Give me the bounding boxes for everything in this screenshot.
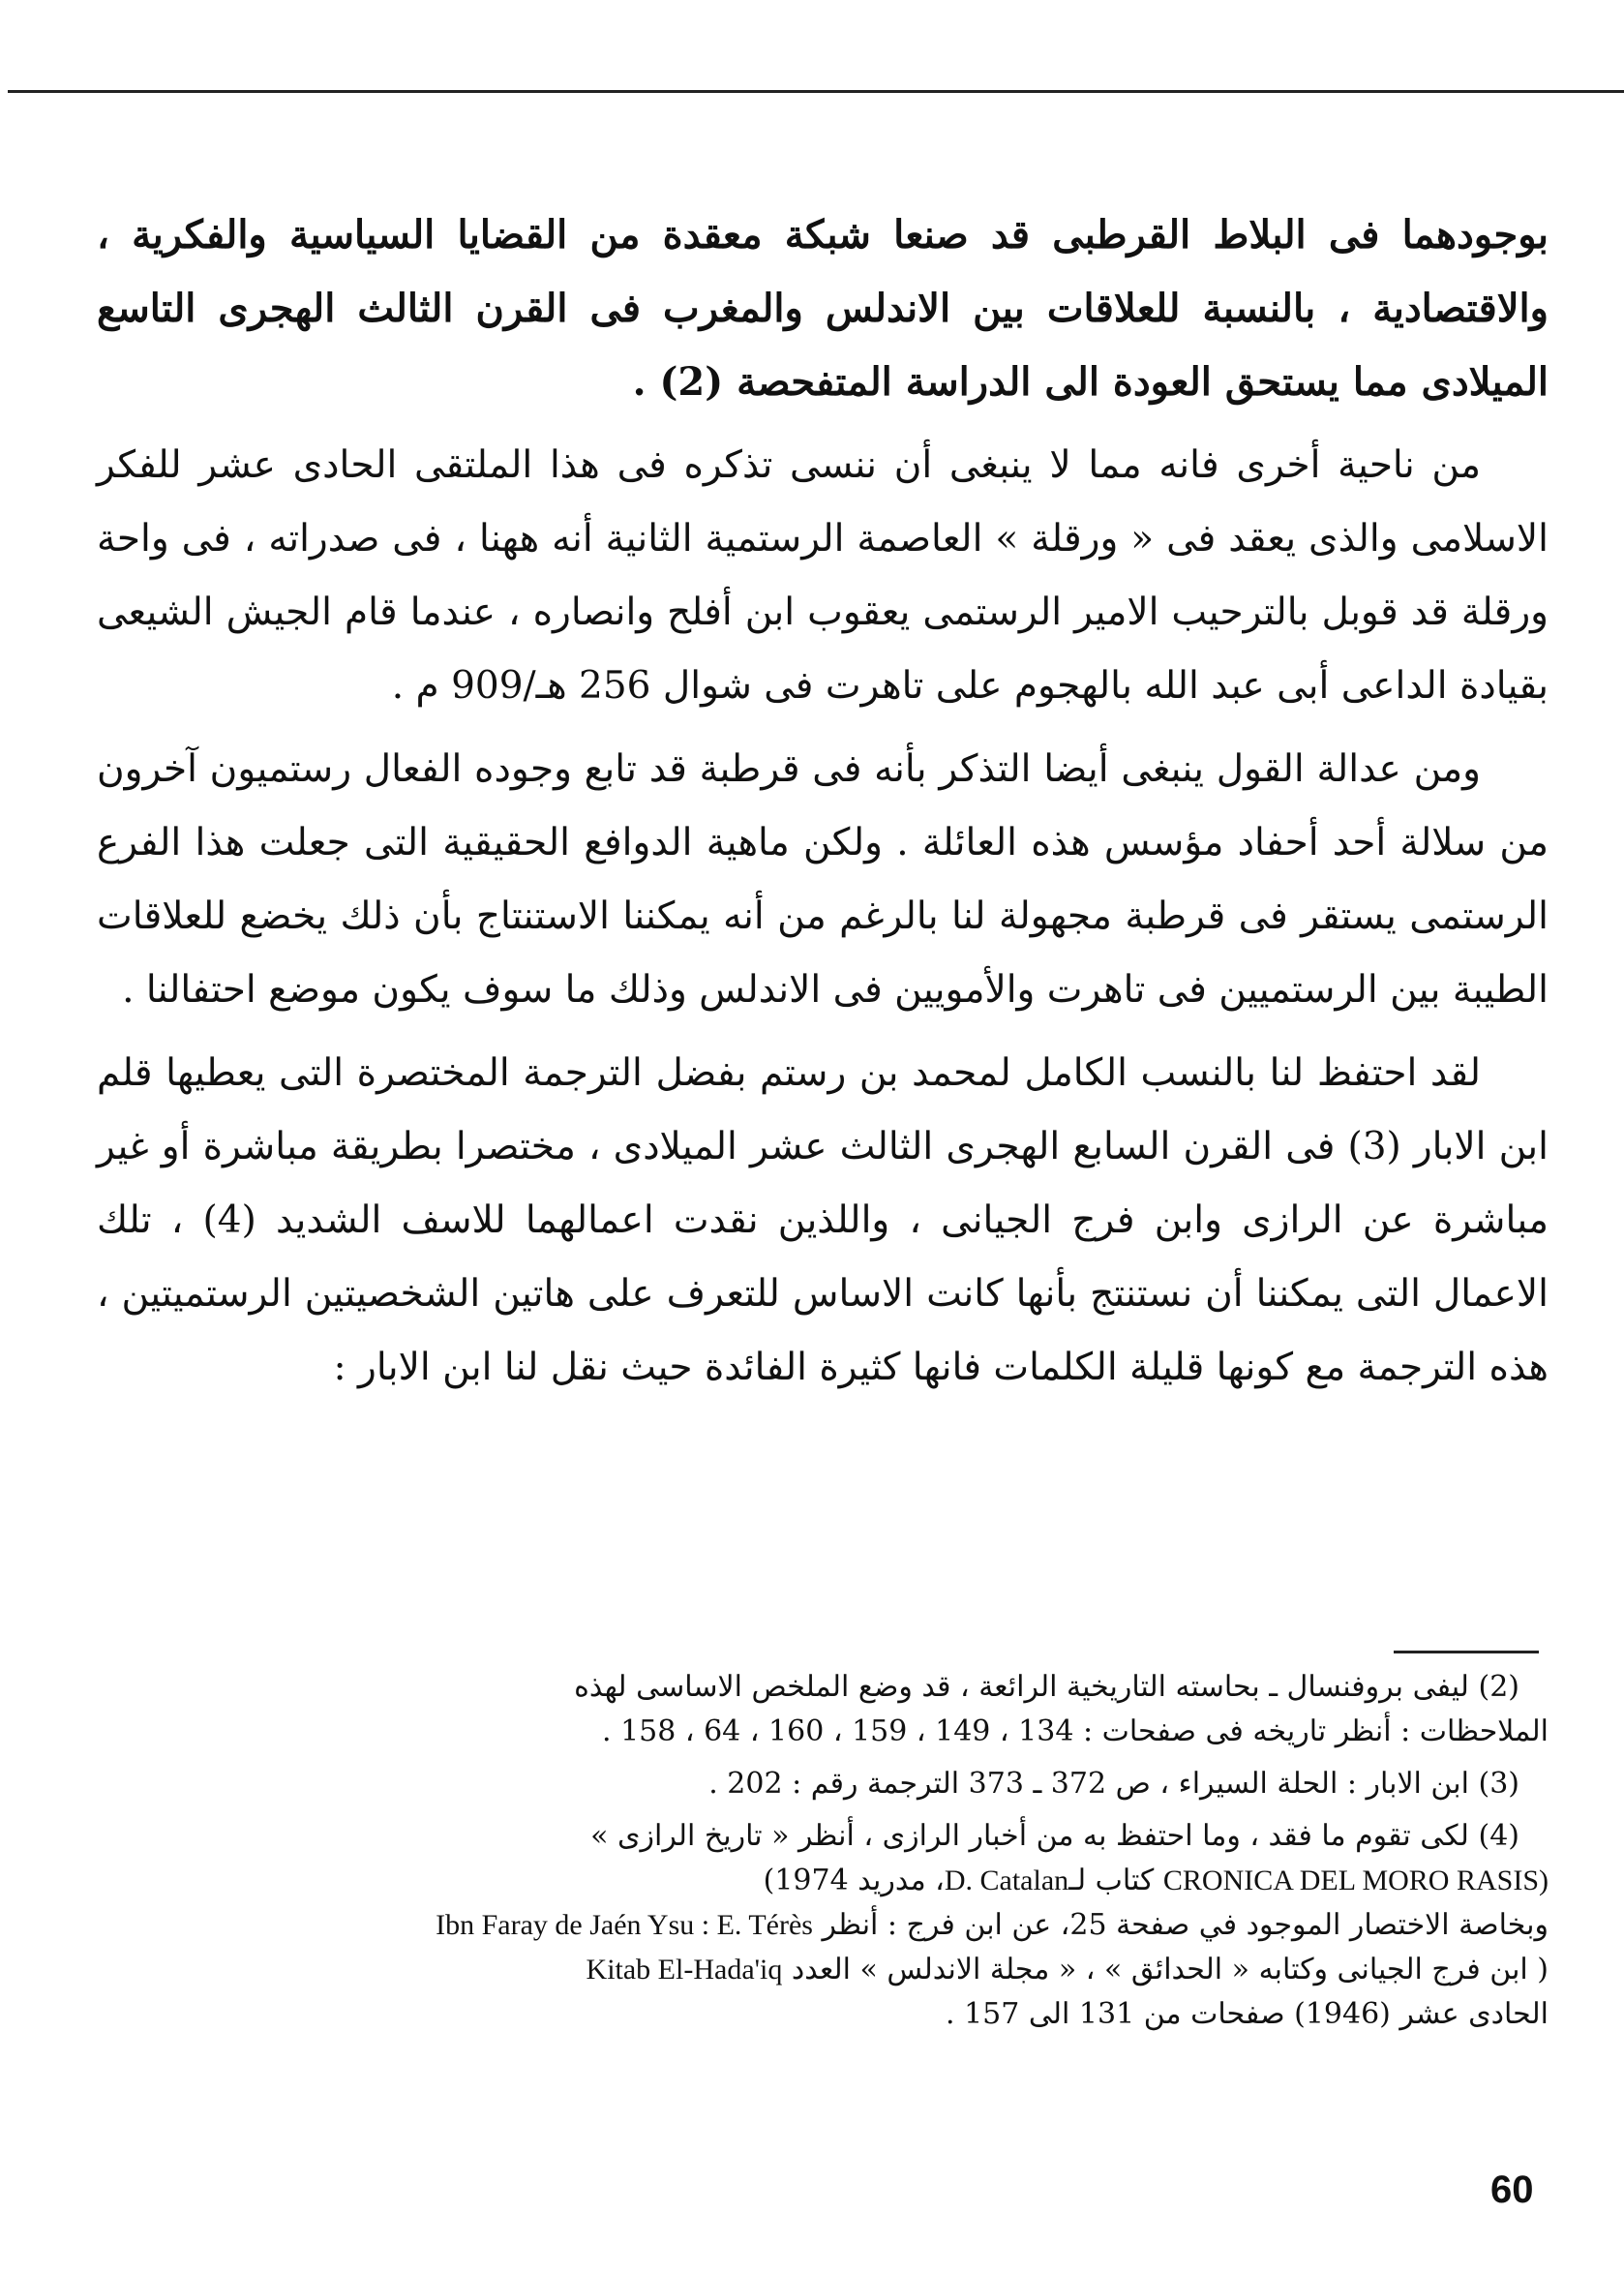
footnote-4-line-4 <box>97 1948 1549 1992</box>
footnote-4-line-1: (4) لكى تقوم ما فقد ، وما احتفظ به من أخبار الرازى ، أنظر « تاريخ الرازى » <box>590 1819 1519 1853</box>
footnote-2-line-2: الملاحظات : أنظر تاريخه فى صفحات : 134 ، 149 ، 159 ، 160 ، 64 ، 158 . <box>601 1714 1549 1748</box>
footnote-4-line-4-latin: Kitab El-Hada'iq <box>586 1954 783 1986</box>
footnote-4-line-3 <box>97 1903 1549 1948</box>
footnote-2-line-1: (2) ليفى بروفنسال ـ بحاسته التاريخية الرائعة ، قد وضع الملخص الاساسى لهذه <box>574 1670 1519 1704</box>
paragraph-4: لقد احتفظ لنا بالنسب الكامل لمحمد بن رستم بفضل الترجمة المختصرة التى يعطيها قلم ابن الابار (3) فى القرن السابع الهجرى الثالث عشر الميلادى ، مختصرا بطريقة مباشرة أو غير مباشرة عن الرازى وابن فرج الجيانى ، واللذين نقدت اعمالهما للاسف الشديد (4) ، تلك الاعمال التى يمكننا أن نستنتج بأنها كانت الاساس للتعرف على هاتين الشخصيتين الرستميتين ، هذه الترجمة مع كونها قليلة الكلمات فانها كثيرة الفائدة حيث نقل لنا ابن الابار : <box>97 1051 1549 1389</box>
footnote-4-line-5: الحادى عشر (1946) صفحات من 131 الى 157 . <box>946 1997 1549 2031</box>
footnote-4-author-latin: D. Catalan <box>944 1865 1069 1896</box>
footnote-4-line-3-arabic: وبخاصة الاختصار الموجود في صفحة 25، عن ابن فرج : أنظر <box>822 1908 1549 1942</box>
footnote-4-place-year: ، مدريد 1974) <box>763 1864 945 1897</box>
article-body <box>97 198 1549 1405</box>
footnote-3: (3) ابن الابار : الحلة السيراء ، ص 372 ـ 373 الترجمة رقم : 202 . <box>708 1767 1519 1801</box>
paragraph-3: ومن عدالة القول ينبغى أيضا التذكر بأنه فى قرطبة قد تابع وجوده الفعال رستميون آخرون من سلالة أحد أحفاد مؤسس هذه العائلة . ولكن ماهية الدوافع الحقيقية التى جعلت هذا الفرع الرستمى يستقر فى قرطبة مجهولة لنا بالرغم من أنه يمكننا الاستنتاج بأن ذلك يخضع للعلاقات الطيبة بين الرستميين فى تاهرت والأمويين فى الاندلس وذلك ما سوف يكون موضع احتفالنا . <box>97 747 1549 1012</box>
top-rule <box>8 90 1624 93</box>
footnote-4-title-latin: CRONICA DEL MORO RASIS) <box>1162 1865 1549 1896</box>
footnote-rule <box>1394 1651 1539 1653</box>
footnotes <box>97 1665 1549 2037</box>
footnote-4-book-by: كتاب لـ <box>1068 1864 1155 1897</box>
paragraph-1: بوجودهما فى البلاط القرطبى قد صنعا شبكة معقدة من القضايا السياسية والفكرية ، والاقتصادية ، بالنسبة للعلاقات بين الاندلس والمغرب فى القرن الثالث الهجرى التاسع الميلادى مما يستحق العودة الى الدراسة المتفحصة (2) . <box>97 212 1549 405</box>
footnote-4-line-2 <box>97 1859 1549 1903</box>
footnote-4-line-4-arabic: ( ابن فرج الجيانى وكتابه « الحدائق » ، « مجلة الاندلس » العدد <box>791 1953 1549 1986</box>
footnote-4-line-3-latin: Ibn Faray de Jaén Ysu : E. Térès <box>436 1909 813 1941</box>
page-number: 60 <box>1490 2168 1534 2211</box>
paragraph-2: من ناحية أخرى فانه مما لا ينبغى أن ننسى تذكره فى هذا الملتقى الحادى عشر للفكر الاسلامى والذى يعقد فى « ورقلة » العاصمة الرستمية الثانية أنه ههنا ، فى صدراته ، فى واحة ورقلة قد قوبل بالترحيب الامير الرستمى يعقوب ابن أفلح وانصاره ، عندما قام الجيش الشيعى بقيادة الداعى أبى عبد الله بالهجوم على تاهرت فى شوال 256 هـ/909 م . <box>97 443 1549 708</box>
